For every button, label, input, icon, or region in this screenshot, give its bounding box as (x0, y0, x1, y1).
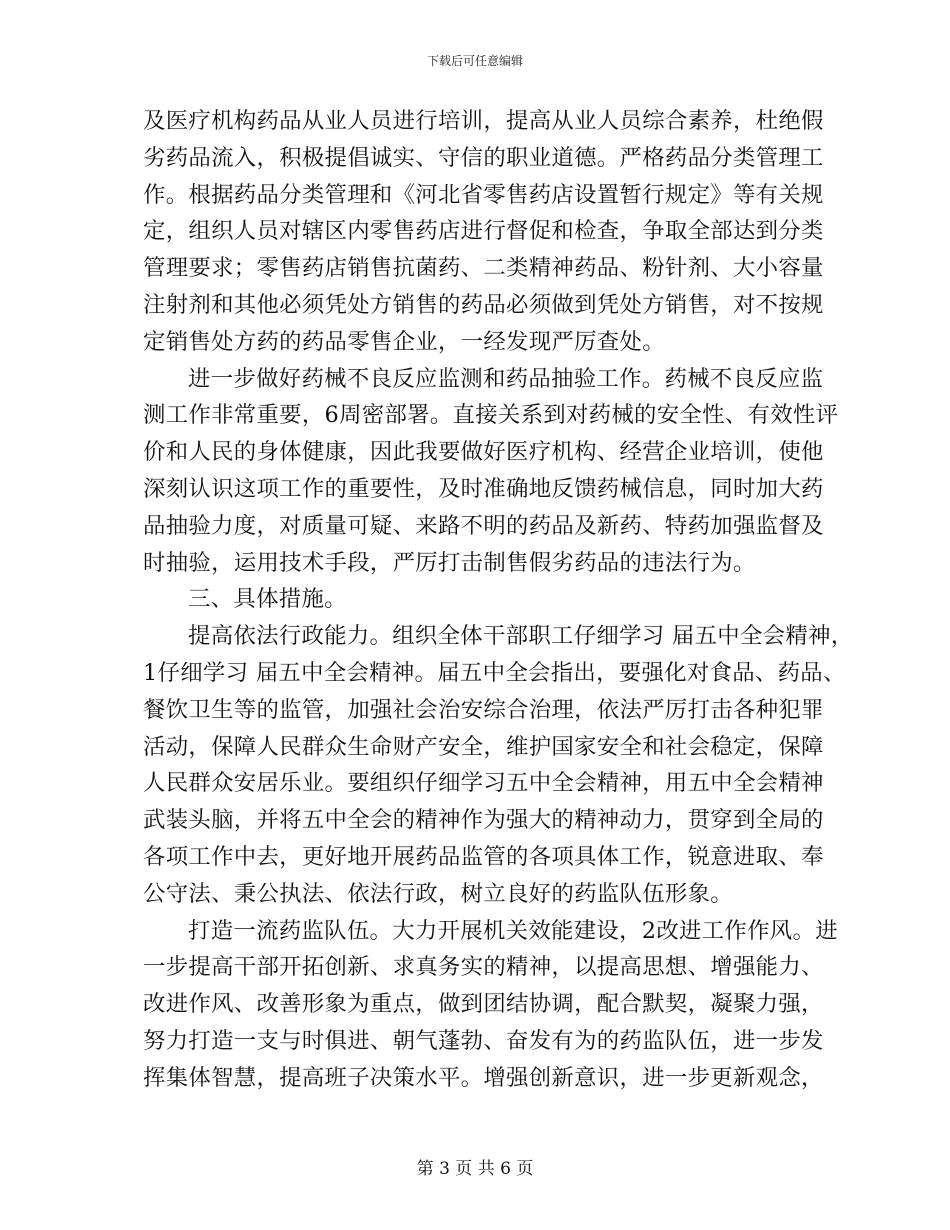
body-text-line: 一步提高干部开拓创新、求真务实的精神，以提高思想、增强能力、 (143, 954, 824, 981)
body-text-line: 品抽验力度，对质量可疑、来路不明的药品及新药、特药加强监督及 (143, 512, 824, 539)
body-text-line: 改进作风、改善形象为重点，做到团结协调，配合默契，凝聚力强， (143, 991, 824, 1018)
body-text-line: 武装头脑，并将五中全会的精神作为强大的精神动力，贯穿到全局的 (143, 807, 824, 834)
page-header: 下载后可任意编辑 (426, 54, 523, 68)
body-text-line: 活动，保障人民群众生命财产安全，维护国家安全和社会稳定，保障 (143, 733, 824, 760)
body-text-line: 进一步做好药械不良反应监测和药品抽验工作。药械不良反应监 (188, 365, 824, 392)
body-text-line: 劣药品流入，积极提倡诚实、守信的职业道德。严格药品分类管理工 (143, 144, 824, 171)
body-text-line: 价和人民的身体健康，因此我要做好医疗机构、经营企业培训，使他 (143, 439, 824, 466)
body-text-line: 定，组织人员对辖区内零售药店进行督促和检查，争取全部达到分类 (143, 218, 824, 245)
body-text-line: 人民群众安居乐业。要组织仔细学习五中全会精神，用五中全会精神 (143, 770, 824, 797)
body-text-line: 深刻认识这项工作的重要性，及时准确地反馈药械信息，同时加大药 (143, 475, 824, 502)
body-text-line: 三、具体措施。 (188, 586, 347, 613)
body-text-line: 及医疗机构药品从业人员进行培训，提高从业人员综合素养，杜绝假 (143, 108, 824, 134)
body-text-line: 1仔细学习 届五中全会精神。届五中全会指出，要强化对食品、药品、 (143, 659, 846, 686)
page-footer: 第 3 页 共 6 页 (416, 1159, 534, 1179)
body-text-line: 提高依法行政能力。组织全体干部职工仔细学习 届五中全会精神， (188, 623, 854, 650)
body-text-line: 努力打造一支与时俱进、朝气蓬勃、奋发有为的药监队伍，进一步发 (143, 1027, 824, 1054)
body-text-line: 管理要求；零售药店销售抗菌药、二类精神药品、粉针剂、大小容量 (143, 255, 824, 282)
body-text-line: 公守法、秉公执法、依法行政，树立良好的药监队伍形象。 (143, 880, 733, 907)
body-text-line: 各项工作中去，更好地开展药品监管的各项具体工作，锐意进取、奉 (143, 843, 824, 870)
document-body (143, 103, 854, 1097)
body-text-line: 测工作非常重要，6周密部署。直接关系到对药械的安全性、有效性评 (143, 402, 839, 429)
body-text-line: 餐饮卫生等的监管，加强社会治安综合治理，依法严厉打击各种犯罪 (143, 696, 824, 723)
body-text-line: 注射剂和其他必须凭处方销售的药品必须做到凭处方销售，对不按规 (143, 291, 824, 318)
body-text-line: 打造一流药监队伍。大力开展机关效能建设，2改进工作作风。进 (188, 917, 838, 944)
body-text-line: 时抽验，运用技术手段，严厉打击制售假劣药品的违法行为。 (143, 549, 756, 576)
body-text-line: 作。根据药品分类管理和《河北省零售药店设置暂行规定》等有关规 (143, 181, 824, 208)
body-text-line: 定销售处方药的药品零售企业，一经发现严厉查处。 (143, 328, 665, 355)
body-text-line: 挥集体智慧，提高班子决策水平。增强创新意识，进一步更新观念， (143, 1064, 824, 1091)
